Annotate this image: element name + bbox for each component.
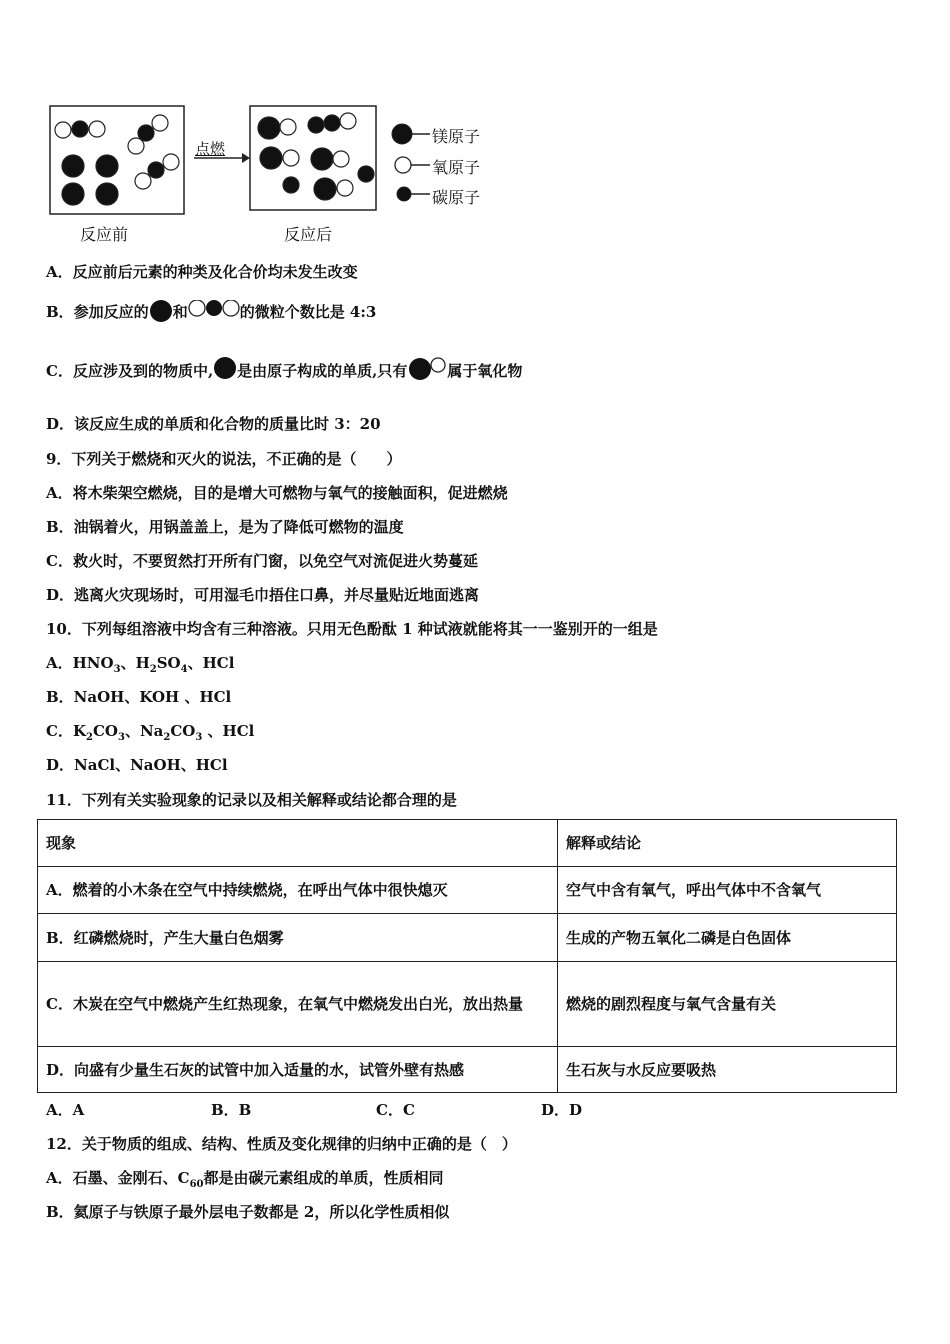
- table-header-row: [38, 820, 897, 867]
- reaction-diagram: [40, 96, 500, 226]
- q11-stem: 11．下列有关实验现象的记录以及相关解释或结论都合理的是: [46, 791, 457, 809]
- after-particles: [258, 113, 374, 200]
- table-cell: 空气中含有氧气，呼出气体中不含氧气: [558, 867, 897, 914]
- table-header-cell: 现象: [38, 820, 558, 867]
- legend-c-label: 碳原子: [432, 188, 481, 207]
- q8-option-c: [46, 355, 522, 389]
- table-row: [38, 1047, 897, 1093]
- table-cell: D．向盛有少量生石灰的试管中加入适量的水，试管外壁有热感: [38, 1047, 558, 1093]
- legend-c-symbol: [397, 187, 411, 201]
- mg-atom-icon: [149, 300, 173, 326]
- legend-mg-label: 镁原子: [432, 127, 481, 146]
- table-cell: 燃烧的剧烈程度与氧气含量有关: [558, 962, 897, 1047]
- q10-option-c: C．$K_2CO_3$、$Na_2CO_3$ 、HCl: [46, 722, 255, 743]
- table-header-cell: 解释或结论: [558, 820, 897, 867]
- q10-option-d: D．NaCl、NaOH、HCl: [46, 756, 228, 774]
- table-row: [38, 962, 897, 1047]
- q9-option-c: C．救火时，不要贸然打开所有门窗，以免空气对流促进火势蔓延: [46, 552, 478, 570]
- q12-option-b: B．氦原子与铁原子最外层电子数都是 2，所以化学性质相似: [46, 1203, 450, 1221]
- q8-option-a: A．反应前后元素的种类及化合价均未发生改变: [46, 263, 358, 281]
- q8-b-text1: B．参加反应的: [46, 303, 149, 321]
- q9-stem: 9．下列关于燃烧和灭火的说法，不正确的是（ ）: [46, 450, 402, 468]
- q12-stem: 12．关于物质的组成、结构、性质及变化规律的归纳中正确的是（ ）: [46, 1135, 517, 1153]
- table-cell: 生成的产物五氧化二磷是白色固体: [558, 914, 897, 962]
- q11-option-c: C．C: [376, 1101, 415, 1119]
- mgo-molecule-icon: [407, 355, 447, 389]
- q9-option-b: B．油锅着火，用锅盖盖上，是为了降低可燃物的温度: [46, 518, 404, 536]
- q8-b-text2: 和: [172, 303, 188, 321]
- table-cell: B．红磷燃烧时，产生大量白色烟雾: [38, 914, 558, 962]
- q8-option-b: [46, 300, 376, 326]
- q11-option-a: A．A: [46, 1101, 85, 1119]
- q10-option-b: B．NaOH、KOH 、HCl: [46, 688, 232, 706]
- before-particles: [55, 115, 179, 205]
- legend-o-label: 氧原子: [432, 158, 481, 177]
- q8-option-d: D．该反应生成的单质和化合物的质量比时 3：20: [46, 415, 381, 433]
- q10-stem: 10．下列每组溶液中均含有三种溶液。只用无色酚酞 1 种试液就能将其一一鉴别开的一组是: [46, 620, 658, 638]
- q8-b-text3: 的微粒个数比是 4:3: [239, 303, 377, 321]
- caption-after: 反应后: [284, 225, 333, 244]
- q8-c-text1: C．反应涉及到的物质中,: [46, 362, 214, 380]
- mg-atom-icon: [213, 355, 237, 389]
- table-row: [38, 914, 897, 962]
- q9-option-a: A．将木柴架空燃烧，目的是增大可燃物与氧气的接触面积，促进燃烧: [46, 484, 508, 502]
- legend-mg-symbol: [392, 124, 412, 144]
- q12-option-a: A．石墨、金刚石、$C_{60}$都是由碳元素组成的单质，性质相同: [46, 1169, 444, 1190]
- caption-before: 反应前: [80, 225, 129, 244]
- q11-option-b: B．B: [211, 1101, 252, 1119]
- table-cell: C．木炭在空气中燃烧产生红热现象，在氧气中燃烧发出白光，放出热量: [38, 962, 558, 1047]
- q8-c-text2: 是由原子构成的单质,只有: [237, 362, 408, 380]
- table-cell: A．燃着的小木条在空气中持续燃烧，在呼出气体中很快熄灭: [38, 867, 558, 914]
- q9-option-d: D．逃离火灾现场时，可用湿毛巾捂住口鼻，并尽量贴近地面逃离: [46, 586, 480, 604]
- arrow-label: 点燃: [195, 140, 226, 158]
- q11-option-d: D．D: [541, 1101, 583, 1119]
- q10-option-a: A．$HNO_3$、$H_2SO_4$、HCl: [46, 654, 235, 675]
- co2-molecule-icon: [188, 300, 240, 326]
- table-cell: 生石灰与水反应要吸热: [558, 1047, 897, 1093]
- table-row: [38, 867, 897, 914]
- q8-c-text3: 属于氧化物: [447, 362, 523, 380]
- legend-o-symbol: [395, 157, 411, 173]
- q11-table: [37, 819, 897, 1093]
